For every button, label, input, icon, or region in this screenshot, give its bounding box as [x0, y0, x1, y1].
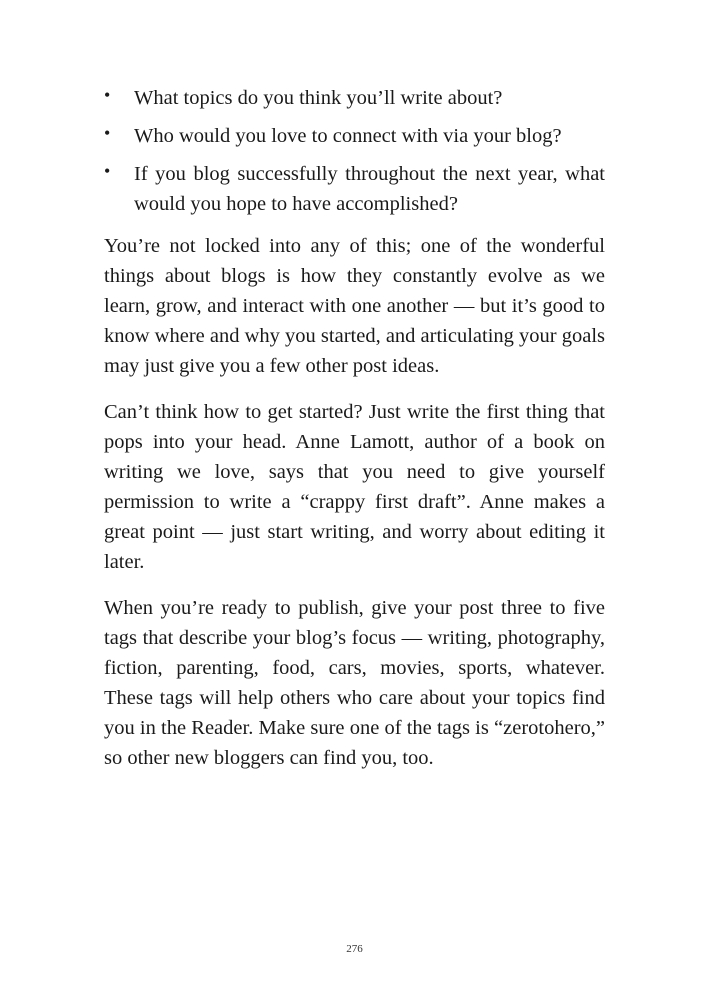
list-item-text: Who would you love to connect with via your blog? — [134, 125, 562, 147]
page-body — [104, 83, 605, 789]
list-item — [104, 83, 605, 113]
page-number: 276 — [346, 943, 363, 955]
paragraph-getting-started: Can’t think how to get started? Just write the first thing that pops into your head. Anne Lamott, author of a book on writing we love, says that you need to give yourself permission to write a “crappy first draft”. Anne makes a great point — just start writing, and worry about editing it later. — [104, 401, 605, 573]
bullet-icon: • — [104, 85, 111, 105]
bullet-icon: • — [104, 161, 111, 181]
paragraph-tags: When you’re ready to publish, give your post three to five tags that describe your blog’s focus — writing, photography, fiction, parenting, food, cars, movies, sports, whatever. These tags will help others who care about your topics find you in the Reader. Make sure one of the tags is “zerotohero,” so other new bloggers can find you, too. — [104, 597, 605, 769]
list-item-text: What topics do you think you’ll write about? — [134, 87, 503, 109]
list-item — [104, 121, 605, 151]
question-list — [104, 83, 605, 219]
paragraph-goals: You’re not locked into any of this; one of the wonderful things about blogs is how they constantly evolve as we learn, grow, and interact with one another — but it’s good to know where and why you started, and articulating your goals may just give you a few other post ideas. — [104, 235, 605, 377]
bullet-icon: • — [104, 123, 111, 143]
list-item-text: If you blog successfully throughout the next year, what would you hope to have accomplished? — [134, 163, 605, 215]
list-item — [104, 159, 605, 219]
